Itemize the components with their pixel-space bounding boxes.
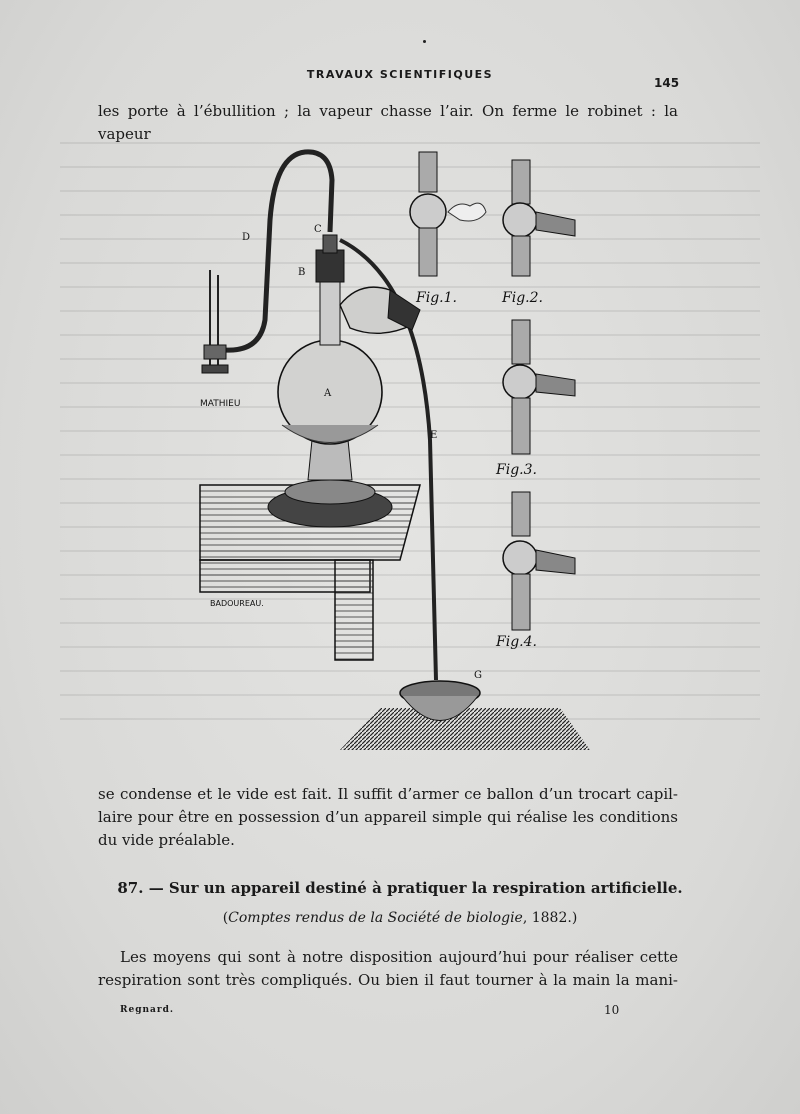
mathieu-stand (202, 270, 228, 373)
figure-2 (503, 160, 575, 276)
label-c: C (314, 224, 322, 235)
page-number: 145 (654, 76, 680, 90)
label-d: D (242, 232, 251, 243)
fig-3-caption: Fig.3. (496, 462, 537, 478)
label-e: E (430, 430, 438, 441)
text-line-top: les porte à l’ébullition ; la vapeur chasse l’air. On ferme le robinet : la vapeur (98, 102, 678, 143)
source-open: ( (222, 910, 229, 926)
text-final-1: Les moyens qui sont à notre disposition aujourd’hui pour réaliser cette (120, 948, 678, 966)
text-line-after-2: laire pour être en possession d’un appareil simple qui réalise les conditions (98, 808, 678, 826)
source-journal: Comptes rendus de la Société de biologie (228, 910, 523, 926)
apparatus-engraving (190, 140, 610, 760)
text-line-after-3: du vide préalable. (98, 831, 235, 849)
figure-1 (410, 152, 486, 276)
label-g: G (474, 670, 482, 681)
fig-1-caption: Fig.1. (416, 290, 457, 306)
figure-3 (503, 320, 575, 454)
footer-signature: 10 (604, 1003, 620, 1017)
label-b: B (298, 267, 306, 278)
source-reference (0, 910, 800, 926)
basin-g (340, 681, 590, 750)
fig-4-caption: Fig.4. (496, 634, 537, 650)
footer-author: Regnard. (120, 1005, 175, 1015)
text-line-after-1: se condense et le vide est fait. Il suffit d’armer ce ballon d’un trocart capil- (98, 785, 678, 803)
label-engraver: BADOUREAU. (210, 599, 264, 608)
figure-4 (503, 492, 575, 630)
section-heading: 87. — Sur un appareil destiné à pratiquer la respiration artificielle. (117, 879, 683, 897)
running-title: TRAVAUX SCIENTIFIQUES (306, 68, 494, 81)
source-close: , 1882.) (522, 910, 578, 926)
label-mathieu: MATHIEU (200, 399, 241, 409)
ink-dot (423, 40, 426, 43)
flask-a (268, 235, 392, 527)
hand (340, 287, 420, 333)
label-a: A (324, 388, 332, 399)
fig-2-caption: Fig.2. (502, 290, 543, 306)
text-final-2: respiration sont très compliqués. Ou bien il faut tourner à la main la mani- (98, 971, 678, 989)
